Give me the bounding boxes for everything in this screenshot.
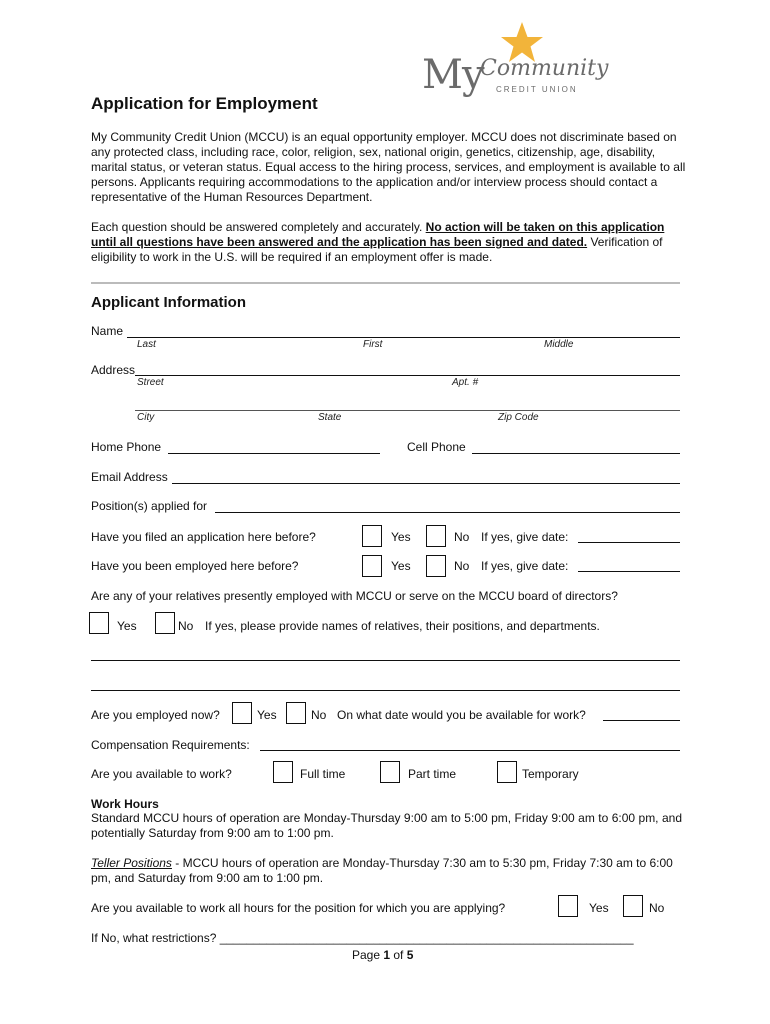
address-label: Address (91, 363, 136, 377)
relatives-question: Are any of your relatives presently employed with MCCU or serve on the MCCU board of directors? (91, 589, 618, 603)
restrictions-line[interactable]: If No, what restrictions? ______________________________________________________________ (91, 931, 634, 945)
teller-hours-text (91, 856, 682, 886)
address-sub-city: City (137, 412, 155, 423)
city-state-zip-field[interactable] (135, 410, 680, 411)
relatives-no-label: No (178, 619, 194, 633)
employed-now-question: Are you employed now? (91, 708, 220, 722)
filed-before-question: Have you filed an application here before? (91, 530, 316, 544)
page-of: of (390, 948, 407, 962)
all-hours-yes-label: Yes (589, 901, 609, 915)
employed-now-no-label: No (311, 708, 327, 722)
name-sub-middle: Middle (544, 339, 574, 350)
employed-before-no-label: No (454, 559, 470, 573)
compensation-label: Compensation Requirements: (91, 738, 250, 752)
full-time-label: Full time (300, 767, 346, 781)
intro-paragraph: My Community Credit Union (MCCU) is an equal opportunity employer. MCCU does not discriminate based on any protected class, including race, color, religion, sex, national origin, genetics, citizenship, age, disability, marital status, or veteran status. Equal access to the hiring process, services, and employment is available to all persons. Applicants requiring accommodations to the application and/or interview process should contact a representative of the Human Resources Department. (91, 130, 686, 204)
page-current: 1 (383, 948, 391, 962)
instructions-bold: No action will be taken on this application until all questions have been answered and the application has been signed and dated. (91, 220, 665, 249)
address-sub-state: State (318, 412, 342, 423)
logo-credit-union: CREDIT UNION (496, 85, 578, 94)
name-sub-first: First (363, 339, 383, 350)
email-label: Email Address (91, 470, 168, 484)
employed-before-date-label: If yes, give date: (481, 559, 569, 573)
available-question: Are you available to work? (91, 767, 232, 781)
street-field[interactable] (135, 375, 680, 376)
compensation-field[interactable] (260, 750, 680, 751)
filed-before-no-label: No (454, 530, 470, 544)
logo-my: My (422, 52, 484, 98)
filed-before-yes-label: Yes (391, 530, 411, 544)
available-date-label: On what date would you be available for work? (337, 708, 586, 722)
relatives-no-checkbox[interactable] (155, 612, 175, 634)
filed-before-yes-checkbox[interactable] (362, 525, 382, 547)
teller-hours-body: - MCCU hours of operation are Monday-Thursday 7:30 am to 5:30 pm, Friday 7:30 am to 6:00 pm, and Saturday from 9:00 am to 1:00 pm. (91, 856, 673, 885)
instructions-paragraph (91, 220, 691, 265)
address-sub-zip: Zip Code (498, 412, 539, 423)
relatives-note: If yes, please provide names of relatives, their positions, and departments. (205, 619, 600, 633)
name-field[interactable] (127, 337, 680, 338)
employed-before-yes-label: Yes (391, 559, 411, 573)
all-hours-no-checkbox[interactable] (623, 895, 643, 917)
name-label: Name (91, 324, 124, 338)
employed-before-question: Have you been employed here before? (91, 559, 299, 573)
instructions-tail: Verification of eligibility to work in the U.S. will be required if an employment offer is made. (91, 235, 663, 264)
temporary-checkbox[interactable] (497, 761, 517, 783)
filed-before-date-label: If yes, give date: (481, 530, 569, 544)
email-field[interactable] (172, 483, 680, 484)
page-title: Application for Employment (91, 94, 318, 113)
work-hours-heading: Work Hours (91, 797, 159, 811)
part-time-checkbox[interactable] (380, 761, 400, 783)
positions-field[interactable] (215, 512, 680, 513)
employed-before-yes-checkbox[interactable] (362, 555, 382, 577)
teller-positions-label: Teller Positions (91, 856, 172, 870)
home-phone-field[interactable] (168, 453, 380, 454)
address-sub-street: Street (137, 377, 164, 388)
applicant-heading: Applicant Information (91, 294, 246, 311)
employed-now-yes-label: Yes (257, 708, 277, 722)
all-hours-question: Are you available to work all hours for the position for which you are applying? (91, 901, 506, 915)
available-date-field[interactable] (603, 720, 680, 721)
page-number (352, 948, 413, 962)
address-sub-apt: Apt. # (452, 377, 479, 388)
cell-phone-label: Cell Phone (407, 440, 466, 454)
relatives-yes-label: Yes (117, 619, 137, 633)
logo-community: Community (480, 56, 609, 81)
cell-phone-field[interactable] (472, 453, 680, 454)
filed-before-date-field[interactable] (578, 542, 680, 543)
page-label: Page (352, 948, 384, 962)
employed-now-no-checkbox[interactable] (286, 702, 306, 724)
logo (420, 22, 630, 112)
employed-before-no-checkbox[interactable] (426, 555, 446, 577)
section-divider (91, 282, 680, 284)
relatives-yes-checkbox[interactable] (89, 612, 109, 634)
home-phone-label: Home Phone (91, 440, 162, 454)
temporary-label: Temporary (522, 767, 579, 781)
instructions-lead: Each question should be answered completely and accurately. (91, 220, 426, 234)
standard-hours-text: Standard MCCU hours of operation are Monday-Thursday 9:00 am to 5:00 pm, Friday 9:00 am to 6:00 pm, and potentially Saturday from 9:00 am to 1:00 pm. (91, 811, 682, 840)
relatives-field-1[interactable] (91, 660, 680, 661)
all-hours-yes-checkbox[interactable] (558, 895, 578, 917)
all-hours-no-label: No (649, 901, 665, 915)
employed-before-date-field[interactable] (578, 571, 680, 572)
name-sub-last: Last (137, 339, 156, 350)
relatives-field-2[interactable] (91, 690, 680, 691)
filed-before-no-checkbox[interactable] (426, 525, 446, 547)
employed-now-yes-checkbox[interactable] (232, 702, 252, 724)
positions-label: Position(s) applied for (91, 499, 208, 513)
part-time-label: Part time (408, 767, 457, 781)
full-time-checkbox[interactable] (273, 761, 293, 783)
page-total: 5 (406, 948, 414, 962)
